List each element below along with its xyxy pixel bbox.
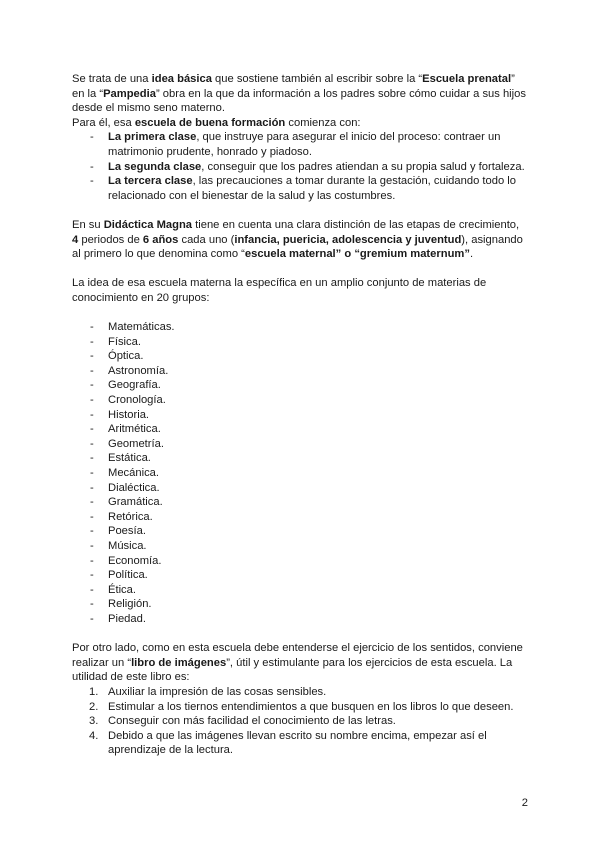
list-number: 1. [89, 685, 99, 698]
list-marker: - [90, 598, 94, 611]
subjects-intro-paragraph: La idea de esa escuela materna la específica en un amplio conjunto de materias de conocimiento en 20 grupos: [72, 277, 487, 304]
subject-label: Matemáticas. [108, 321, 175, 334]
list-item [72, 714, 528, 729]
subject-label: Religión. [108, 598, 152, 611]
list-item [72, 481, 528, 496]
subject-label: Óptica. [108, 350, 144, 363]
list-marker: - [90, 408, 94, 421]
list-item [72, 378, 528, 393]
list-item [72, 422, 528, 437]
list-marker: - [90, 423, 94, 436]
subject-label: Piedad. [108, 612, 146, 625]
list-item [72, 349, 528, 364]
subject-label: Mecánica. [108, 467, 159, 480]
list-marker: - [90, 437, 94, 450]
list-marker: - [90, 467, 94, 480]
book-use-text: Auxiliar la impresión de las cosas sensibles. [108, 685, 327, 698]
subject-label: Política. [108, 569, 148, 582]
list-item [72, 335, 528, 350]
list-marker: - [90, 321, 94, 334]
list-marker: - [90, 335, 94, 348]
list-item [72, 393, 528, 408]
document-page [72, 72, 528, 758]
list-marker: - [90, 569, 94, 582]
subject-label: Geografía. [108, 379, 161, 392]
subject-label: Gramática. [108, 496, 163, 509]
list-marker: - [90, 160, 94, 173]
list-item: - La segunda clase, conseguir que los padres atiendan a su propia salud y fortaleza. [90, 160, 525, 173]
list-item [72, 510, 528, 525]
list-marker: - [90, 481, 94, 494]
list-item [72, 466, 528, 481]
book-use-text: Estimular a los tiernos entendimientos a que busquen en los libros lo que deseen. [108, 700, 514, 713]
list-item [72, 568, 528, 583]
list-item [72, 524, 528, 539]
intro-paragraph: Se trata de una idea básica que sostiene también al escribir sobre la “Escuela prenatal” en la “Pampedia” obra en la que da información a los padres sobre cómo cuidar a sus hijos desde el mismo seno materno. [72, 73, 526, 115]
subject-label: Geometría. [108, 437, 164, 450]
subject-label: Estática. [108, 452, 151, 465]
list-item [72, 408, 528, 423]
list-item: - La tercera clase, las precauciones a tomar durante la gestación, cuidando todo lo relacionado con el bienestar de la salud y las costumbres. [90, 175, 516, 202]
senses-paragraph: Por otro lado, como en esta escuela debe entenderse el ejercicio de los sentidos, conviene realizar un “libro de imágenes”, útil y estimulante para los ejercicios de esta escuela. La utilidad de este libro es: [72, 642, 523, 684]
book-use-text: Conseguir con más facilidad el conocimiento de las letras. [108, 715, 396, 728]
list-marker: - [90, 540, 94, 552]
list-item [72, 612, 528, 627]
list-item [72, 320, 528, 335]
subject-label: Dialéctica. [108, 481, 160, 494]
list-marker: - [90, 379, 94, 392]
subject-label: Cronología. [108, 394, 166, 407]
classes-list [72, 130, 528, 203]
list-item [72, 364, 528, 379]
subjects-list [72, 320, 528, 626]
subject-label: Economía. [108, 554, 162, 567]
subject-label: Historia. [108, 408, 150, 421]
list-marker: - [90, 350, 94, 363]
list-item [72, 685, 528, 700]
list-marker: - [90, 510, 94, 523]
list-item [72, 495, 528, 510]
list-item [72, 554, 528, 569]
list-marker: - [90, 175, 94, 188]
list-item [72, 437, 528, 452]
formation-intro-paragraph: Para él, esa escuela de buena formación comienza con: [72, 116, 361, 129]
subject-label: Aritmética. [108, 423, 161, 436]
list-marker: - [90, 612, 94, 625]
subject-label: Poesía. [108, 525, 146, 538]
list-item [72, 729, 528, 758]
list-item [72, 539, 528, 554]
list-item [72, 597, 528, 612]
book-use-text: Debido a que las imágenes llevan escrito su nombre encima, empezar así el aprendizaje de la lectura. [108, 729, 487, 757]
list-item: - La primera clase, que instruye para asegurar el inicio del proceso: contraer un matrimonio prudente, honrado y piadoso. [90, 131, 501, 158]
list-marker: - [90, 131, 94, 144]
list-marker: - [90, 394, 94, 407]
subject-label: Ética. [108, 583, 136, 596]
subject-label: Retórica. [108, 510, 153, 523]
book-uses-list [72, 685, 528, 758]
list-item [72, 583, 528, 598]
page-number: 2 [521, 797, 528, 809]
list-number: 2. [89, 700, 99, 713]
list-number: 4. [89, 729, 99, 742]
list-marker: - [90, 554, 94, 567]
subject-label: Astronomía. [108, 364, 169, 377]
list-item [72, 700, 528, 715]
list-marker: - [90, 452, 94, 465]
subject-label: Música. [108, 540, 147, 552]
list-number: 3. [89, 715, 99, 728]
list-marker: - [90, 525, 94, 538]
list-item [72, 451, 528, 466]
subject-label: Física. [108, 335, 141, 348]
list-marker: - [90, 496, 94, 509]
didactica-paragraph: En su Didáctica Magna tiene en cuenta una clara distinción de las etapas de crecimiento, 4 periodos de 6 años cada uno (infancia, puericia, adolescencia y juventud), asignando al primero lo que denomina como “escuela maternal” o “gremium maternum”. [72, 218, 523, 261]
list-marker: - [90, 364, 94, 377]
list-marker: - [90, 583, 94, 596]
